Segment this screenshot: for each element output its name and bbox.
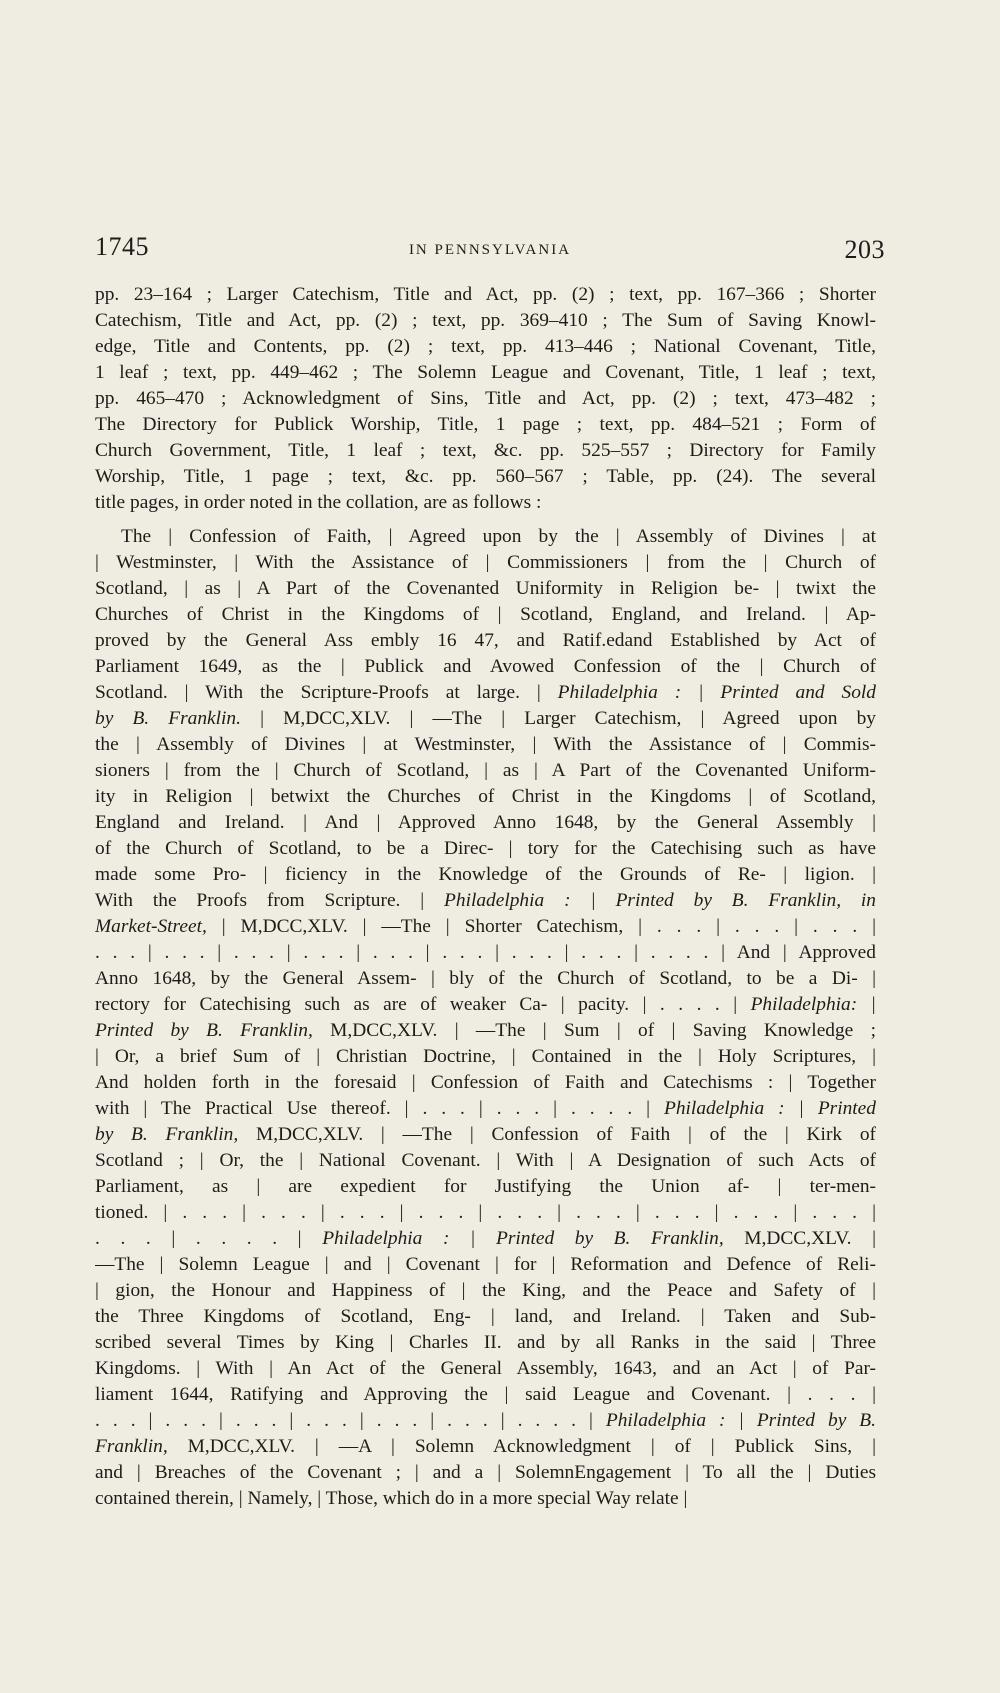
text-line — [95, 464, 876, 490]
text-line — [95, 628, 876, 654]
text-line — [95, 1460, 876, 1486]
body-text — [95, 282, 876, 1512]
text-line — [95, 1356, 876, 1382]
text-line — [95, 1122, 876, 1148]
text-segment: made some Pro- | ficiency in the Knowledge of the Grounds of Re- | ligion. | — [95, 864, 876, 885]
text-line — [95, 1200, 876, 1226]
italic-segment: by B. Franklin. — [95, 708, 241, 729]
text-segment: England and Ireland. | And | Approved Anno 1648, by the General Assembly | — [95, 812, 876, 833]
italic-segment: Philadelphia : | Printed by B. Franklin, in — [444, 890, 876, 911]
text-line — [95, 412, 876, 438]
text-line — [95, 1070, 876, 1096]
page-number: 203 — [844, 235, 885, 264]
text-line — [95, 1044, 876, 1070]
text-segment: Anno 1648, by the General Assem- | bly of the Church of Scotland, to be a Di- | — [95, 968, 876, 989]
text-segment: M,DCC,XLV. | —The | Confession of Faith | of the | Kirk of — [238, 1124, 876, 1145]
italic-segment: Philadelphia: | — [750, 994, 876, 1015]
italic-segment: Market-Street, — [95, 916, 207, 937]
text-line — [95, 524, 876, 550]
text-line — [95, 706, 876, 732]
text-line — [95, 1096, 876, 1122]
text-segment: scribed several Times by King | Charles II. and by all Ranks in the said | Three — [95, 1332, 876, 1353]
text-segment: Scotland ; | Or, the | National Covenant. | With | A Designation of such Acts of — [95, 1150, 876, 1171]
running-header — [95, 232, 885, 272]
text-line — [95, 438, 876, 464]
text-line — [95, 1226, 876, 1252]
text-line — [95, 550, 876, 576]
text-segment: contained therein, | Namely, | Those, which do in a more special Way relate | — [95, 1488, 688, 1509]
text-segment: Catechism, Title and Act, pp. (2) ; text, pp. 369–410 ; The Sum of Saving Knowl- — [95, 310, 876, 331]
text-line — [95, 1174, 876, 1200]
text-segment: sioners | from the | Church of Scotland, | as | A Part of the Covenanted Uniform- — [95, 760, 876, 781]
text-segment: tioned. | . . . | . . . | . . . | . . . | . . . | . . . | . . . | . . . | . . . | — [95, 1202, 876, 1223]
text-segment: . . . | . . . . | — [95, 1228, 323, 1249]
text-segment: | Or, a brief Sum of | Christian Doctrine, | Contained in the | Holy Scriptures, | — [95, 1046, 876, 1067]
text-line — [95, 334, 876, 360]
text-segment: The Directory for Publick Worship, Title, 1 page ; text, pp. 484–521 ; Form of — [95, 414, 876, 435]
text-segment: | M,DCC,XLV. | —The | Shorter Catechism, | . . . | . . . | . . . | — [206, 916, 876, 937]
text-line — [95, 888, 876, 914]
text-line — [95, 360, 876, 386]
text-line — [95, 1434, 876, 1460]
text-line — [95, 308, 876, 334]
text-segment: Kingdoms. | With | An Act of the General Assembly, 1643, and an Act | of Par- — [95, 1358, 876, 1379]
italic-segment: Franklin, — [95, 1436, 168, 1457]
text-segment: Parliament 1649, as the | Publick and Avowed Confession of the | Church of — [95, 656, 876, 677]
text-segment: Church Government, Title, 1 leaf ; text, &c. pp. 525–557 ; Directory for Family — [95, 440, 876, 461]
text-segment: With the Proofs from Scripture. | — [95, 890, 445, 911]
text-line — [95, 1330, 876, 1356]
text-line — [95, 784, 876, 810]
text-line — [95, 490, 876, 516]
italic-segment: Philadelphia : | Printed — [664, 1098, 876, 1119]
italic-segment: Philadelphia : | Printed by B. Franklin, — [322, 1228, 724, 1249]
text-line — [95, 1278, 876, 1304]
text-line — [95, 1148, 876, 1174]
text-line — [95, 836, 876, 862]
text-line — [95, 386, 876, 412]
text-segment: The | Confession of Faith, | Agreed upon by the | Assembly of Divines | at — [121, 526, 876, 547]
text-segment: pp. 465–470 ; Acknowledgment of Sins, Title and Act, pp. (2) ; text, 473–482 ; — [95, 388, 876, 409]
text-segment: edge, Title and Contents, pp. (2) ; text, pp. 413–446 ; National Covenant, Title, — [95, 336, 876, 357]
text-segment: Parliament, as | are expedient for Justifying the Union af- | ter-men- — [95, 1176, 876, 1197]
italic-segment: by B. Franklin, — [95, 1124, 239, 1145]
title-pages-paragraph — [95, 524, 876, 1512]
text-line — [95, 732, 876, 758]
text-segment: | Westminster, | With the Assistance of | Commissioners | from the | Church of — [95, 552, 876, 573]
text-segment: 1 leaf ; text, pp. 449–462 ; The Solemn League and Covenant, Title, 1 leaf ; text, — [95, 362, 876, 383]
text-line — [95, 1304, 876, 1330]
text-line — [95, 1408, 876, 1434]
text-segment: proved by the General Ass embly 16 47, and Ratif.edand Established by Act of — [95, 630, 876, 651]
text-line — [95, 1252, 876, 1278]
text-segment: | gion, the Honour and Happiness of | the King, and the Peace and Safety of | — [95, 1280, 876, 1301]
text-segment: the | Assembly of Divines | at Westminster, | With the Assistance of | Commis- — [95, 734, 876, 755]
header-year: 1745 — [95, 232, 149, 261]
text-line — [95, 862, 876, 888]
text-line — [95, 914, 876, 940]
text-segment: M,DCC,XLV. | — [723, 1228, 876, 1249]
text-segment: And holden forth in the foresaid | Confession of Faith and Catechisms : | Together — [95, 1072, 876, 1093]
text-segment: Churches of Christ in the Kingdoms of | Scotland, England, and Ireland. | Ap- — [95, 604, 876, 625]
text-line — [95, 680, 876, 706]
text-line — [95, 758, 876, 784]
italic-segment: Philadelphia : | Printed by B. — [605, 1410, 876, 1431]
text-segment: Worship, Title, 1 page ; text, &c. pp. 560–567 ; Table, pp. (24). The several — [95, 466, 876, 487]
text-line — [95, 810, 876, 836]
text-line — [95, 602, 876, 628]
text-segment: liament 1644, Ratifying and Approving the | said League and Covenant. | . . . | — [95, 1384, 876, 1405]
text-segment: Scotland. | With the Scripture-Proofs at large. | — [95, 682, 558, 703]
text-segment: . . . | . . . | . . . | . . . | . . . | . . . | . . . . | — [95, 1410, 606, 1431]
text-segment: rectory for Catechising such as are of weaker Ca- | pacity. | . . . . | — [95, 994, 751, 1015]
italic-segment: Printed by B. Franklin, — [95, 1020, 313, 1041]
italic-segment: Philadelphia : | Printed and Sold — [557, 682, 876, 703]
text-segment: ity in Religion | betwixt the Churches of Christ in the Kingdoms | of Scotland, — [95, 786, 876, 807]
text-segment: M,DCC,XLV. | —The | Sum | of | Saving Knowledge ; — [312, 1020, 876, 1041]
text-line — [95, 1018, 876, 1044]
text-segment: Scotland, | as | A Part of the Covenanted Uniformity in Religion be- | twixt the — [95, 578, 876, 599]
text-segment: | M,DCC,XLV. | —The | Larger Catechism, | Agreed upon by — [240, 708, 876, 729]
text-segment: title pages, in order noted in the collation, are as follows : — [95, 492, 542, 513]
text-line — [95, 992, 876, 1018]
text-segment: —The | Solemn League | and | Covenant | for | Reformation and Defence of Reli- — [95, 1254, 876, 1275]
text-segment: of the Church of Scotland, to be a Direc- | tory for the Catechising such as have — [95, 838, 876, 859]
text-segment: . . . | . . . | . . . | . . . | . . . | . . . | . . . | . . . | . . . . | And | Approved — [95, 942, 876, 963]
text-line — [95, 654, 876, 680]
collation-paragraph — [95, 282, 876, 516]
text-line — [95, 576, 876, 602]
text-segment: M,DCC,XLV. | —A | Solemn Acknowledgment | of | Publick Sins, | — [167, 1436, 876, 1457]
text-segment: and | Breaches of the Covenant ; | and a | SolemnEngagement | To all the | Duties — [95, 1462, 876, 1483]
header-title: IN PENNSYLVANIA — [408, 242, 572, 258]
text-line — [95, 1486, 876, 1512]
text-segment: the Three Kingdoms of Scotland, Eng- | land, and Ireland. | Taken and Sub- — [95, 1306, 876, 1327]
text-line — [95, 966, 876, 992]
text-segment: pp. 23–164 ; Larger Catechism, Title and Act, pp. (2) ; text, pp. 167–366 ; Shorter — [95, 284, 876, 305]
text-segment: with | The Practical Use thereof. | . . . | . . . | . . . . | — [95, 1098, 664, 1119]
text-line — [95, 1382, 876, 1408]
text-line — [95, 282, 876, 308]
text-line — [95, 940, 876, 966]
